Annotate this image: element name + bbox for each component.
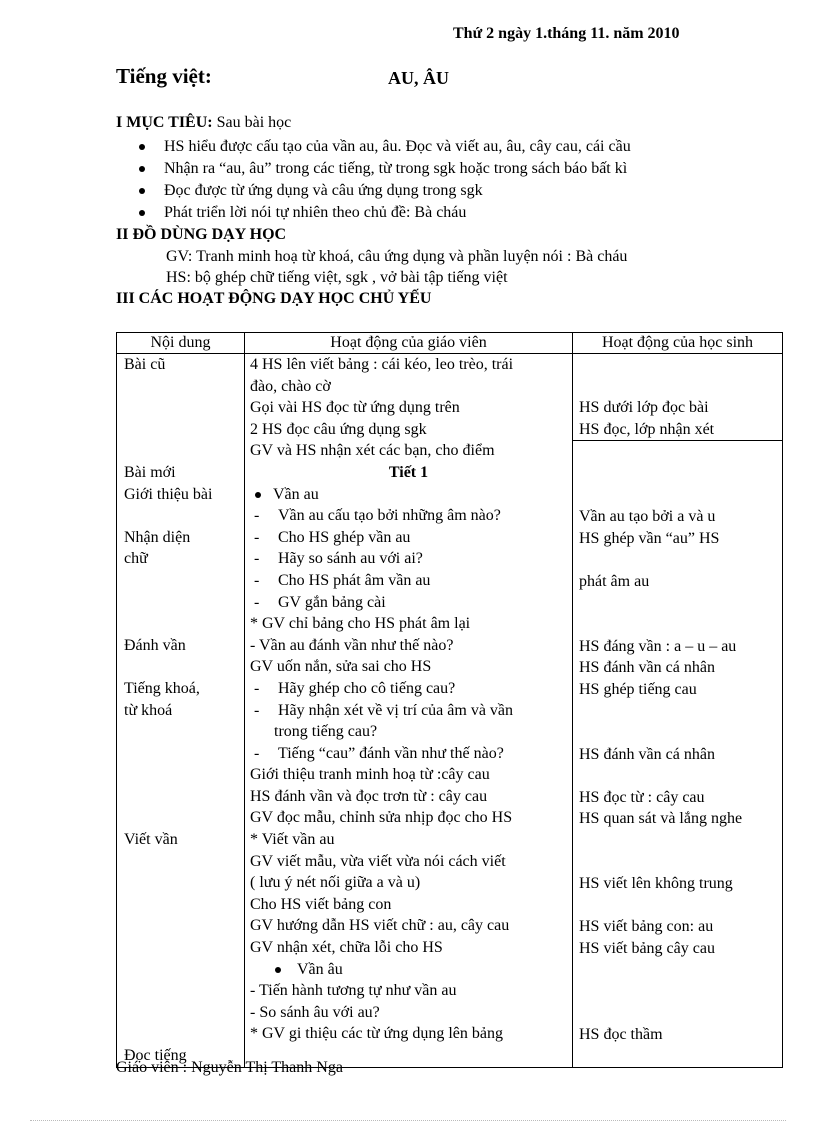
student-line: HS viết lên không trung xyxy=(579,875,733,893)
content-line: Bài cũ xyxy=(124,356,166,373)
materials-student: HS: bộ ghép chữ tiếng việt, sgk , vở bài tập tiếng việt xyxy=(166,269,508,286)
teacher-line: Cho HS viết bảng con xyxy=(250,895,392,913)
teacher-line: * GV chỉ bảng cho HS phát âm lại xyxy=(250,615,471,633)
teacher-line: - Tiến hành tương tự như vần au xyxy=(250,982,457,1000)
content-line xyxy=(117,743,244,765)
materials-heading: II ĐỒ DÙNG DẠY HỌC xyxy=(116,226,287,243)
content-line xyxy=(117,872,244,894)
subject-title: Tiếng việt: xyxy=(116,64,212,88)
content-line xyxy=(117,786,244,808)
student-column xyxy=(573,354,783,1068)
header-content: Nội dung xyxy=(117,333,245,354)
student-line xyxy=(573,614,782,636)
lesson-date: Thứ 2 ngày 1.tháng 11. năm 2010 xyxy=(453,25,680,42)
teacher-line: trong tiếng cau? xyxy=(274,723,378,741)
student-line: HS dưới lớp đọc bài xyxy=(579,399,709,417)
content-line xyxy=(117,980,244,1002)
teacher-line: GV nhận xét, chữa lỗi cho HS xyxy=(250,939,443,957)
content-line: Tiếng khoá, xyxy=(124,679,200,697)
objective-item: Nhận ra “au, âu” trong các tiếng, từ trong sgk hoặc trong sách báo bất kì xyxy=(136,158,631,180)
teacher-line: 2 HS đọc câu ứng dụng sgk xyxy=(250,420,427,438)
period-title: Tiết 1 xyxy=(388,463,429,481)
student-line: phát âm au xyxy=(579,572,650,590)
student-line xyxy=(573,376,782,398)
teacher-line: - GV gắn bảng cài xyxy=(245,592,572,614)
teacher-line: Vần au xyxy=(245,484,572,506)
content-line: Đánh vần xyxy=(124,636,186,654)
content-line: Viết vần xyxy=(124,831,178,849)
content-line xyxy=(117,376,244,398)
content-line xyxy=(117,570,244,592)
teacher-line: Vần âu xyxy=(245,959,572,981)
student-line xyxy=(573,549,782,571)
teacher-line: GV viết mẫu, vừa viết vừa nói cách viết xyxy=(250,852,506,870)
content-line xyxy=(117,851,244,873)
objective-item: HS hiểu được cấu tạo của vần au, âu. Đọc và viết au, âu, cây cau, cái cầu xyxy=(136,136,631,158)
content-line xyxy=(117,915,244,937)
content-line: chữ xyxy=(124,550,148,568)
objective-item: Phát triển lời nói tự nhiên theo chủ đề: Bà cháu xyxy=(136,202,631,224)
content-line: Nhận diện xyxy=(124,528,191,546)
student-line xyxy=(573,463,782,485)
content-line xyxy=(117,894,244,916)
student-line: HS đánh vần cá nhân xyxy=(579,745,715,763)
objectives-list xyxy=(136,136,631,224)
content-column xyxy=(117,354,245,1068)
teacher-line: - Tiếng “cau” đánh vần như thế nào? xyxy=(245,743,572,765)
teacher-line: HS đánh vần và đọc trơn từ : cây cau xyxy=(250,787,488,805)
lesson-title: AU, ÂU xyxy=(388,68,449,88)
content-line xyxy=(117,656,244,678)
content-line: từ khoá xyxy=(124,701,173,719)
student-line xyxy=(573,722,782,744)
content-line xyxy=(117,592,244,614)
teacher-line: ( lưu ý nét nối giữa a và u) xyxy=(250,874,421,892)
student-line: HS quan sát và lắng nghe xyxy=(579,810,743,828)
content-line xyxy=(117,959,244,981)
teacher-name: Giáo viên : Nguyễn Thị Thanh Nga xyxy=(116,1059,343,1076)
objectives-heading-label: I MỤC TIÊU: xyxy=(116,114,213,131)
student-line xyxy=(573,830,782,852)
teacher-line: - Hãy nhận xét về vị trí của âm và vần xyxy=(245,700,572,722)
student-line xyxy=(573,852,782,874)
student-line: HS đáng vần : a – u – au xyxy=(579,637,737,655)
student-line: HS ghép tiếng cau xyxy=(579,680,697,698)
student-line xyxy=(573,593,782,615)
content-line xyxy=(117,764,244,786)
content-line xyxy=(117,419,244,441)
teacher-column xyxy=(245,354,573,1068)
teacher-line: Giới thiệu tranh minh hoạ từ :cây cau xyxy=(250,766,490,784)
content-line xyxy=(117,440,244,462)
content-line xyxy=(117,397,244,419)
student-line: HS ghép vần “au” HS xyxy=(579,529,720,547)
teacher-line: * GV gi thiệu các từ ứng dụng lên bảng xyxy=(250,1025,503,1043)
content-line xyxy=(117,721,244,743)
materials-teacher: GV: Tranh minh hoạ từ khoá, câu ứng dụng và phần luyện nói : Bà cháu xyxy=(166,248,628,265)
header-student: Hoạt động của học sinh xyxy=(573,333,783,354)
page-footer-divider xyxy=(30,1120,786,1121)
student-line xyxy=(573,354,782,376)
teacher-line: GV đọc mẫu, chỉnh sửa nhịp đọc cho HS xyxy=(250,809,513,827)
table-header-row xyxy=(117,333,783,354)
teacher-line: Gọi vài HS đọc từ ứng dụng trên xyxy=(250,399,460,417)
teacher-line: - Vần au cấu tạo bởi những âm nào? xyxy=(245,505,572,527)
content-line xyxy=(117,1023,244,1045)
teacher-line: - So sánh âu với au? xyxy=(250,1003,380,1021)
student-line xyxy=(573,765,782,787)
teacher-line: GV uốn nắn, sửa sai cho HS xyxy=(250,658,432,676)
student-line: HS viết bảng cây cau xyxy=(579,940,715,958)
objectives-heading xyxy=(116,114,291,132)
activities-heading: III CÁC HOẠT ĐỘNG DẠY HỌC CHỦ YẾU xyxy=(116,290,432,307)
teacher-line: - Cho HS phát âm vần au xyxy=(245,570,572,592)
header-teacher: Hoạt động của giáo viên xyxy=(245,333,573,354)
student-line xyxy=(573,701,782,723)
content-line: Giới thiệu bài xyxy=(124,485,213,503)
content-line xyxy=(117,807,244,829)
content-line xyxy=(117,1002,244,1024)
teacher-line: GV và HS nhận xét các bạn, cho điểm xyxy=(250,442,495,460)
teacher-line: - Vần au đánh vần như thế nào? xyxy=(250,636,454,654)
teacher-line: 4 HS lên viết bảng : cái kéo, leo trèo, trái xyxy=(250,356,514,373)
table-row xyxy=(117,354,783,1068)
teacher-line: - Cho HS ghép vần au xyxy=(245,527,572,549)
teacher-line: GV hướng dẫn HS viết chữ : au, cây cau xyxy=(250,917,510,935)
teacher-line: * Viết vần au xyxy=(250,831,335,849)
teacher-line: - Hãy ghép cho cô tiếng cau? xyxy=(245,678,572,700)
content-line xyxy=(117,613,244,635)
content-line: Bài mới xyxy=(124,463,176,481)
student-line xyxy=(573,895,782,917)
content-line xyxy=(117,937,244,959)
objective-item: Đọc được từ ứng dụng và câu ứng dụng trong sgk xyxy=(136,180,631,202)
student-line xyxy=(573,981,782,1003)
student-line xyxy=(573,440,782,463)
content-line xyxy=(117,505,244,527)
student-line: HS đọc thầm xyxy=(579,1026,663,1044)
student-line xyxy=(573,960,782,982)
content-line: Đọc tiếng xyxy=(124,1047,187,1064)
objectives-intro: Sau bài học xyxy=(212,114,292,131)
student-line: HS đọc, lớp nhận xét xyxy=(579,420,715,438)
teacher-line: đào, chào cờ xyxy=(250,377,331,395)
student-line: HS viết bảng con: au xyxy=(579,918,714,936)
lesson-plan-table xyxy=(116,332,783,1068)
student-line: HS đọc từ : cây cau xyxy=(579,788,705,806)
student-line xyxy=(573,485,782,507)
student-line: HS đánh vần cá nhân xyxy=(579,659,715,677)
student-line: Vần au tạo bởi a và u xyxy=(579,508,716,526)
teacher-line: - Hãy so sánh au với ai? xyxy=(245,548,572,570)
student-line xyxy=(573,1003,782,1025)
